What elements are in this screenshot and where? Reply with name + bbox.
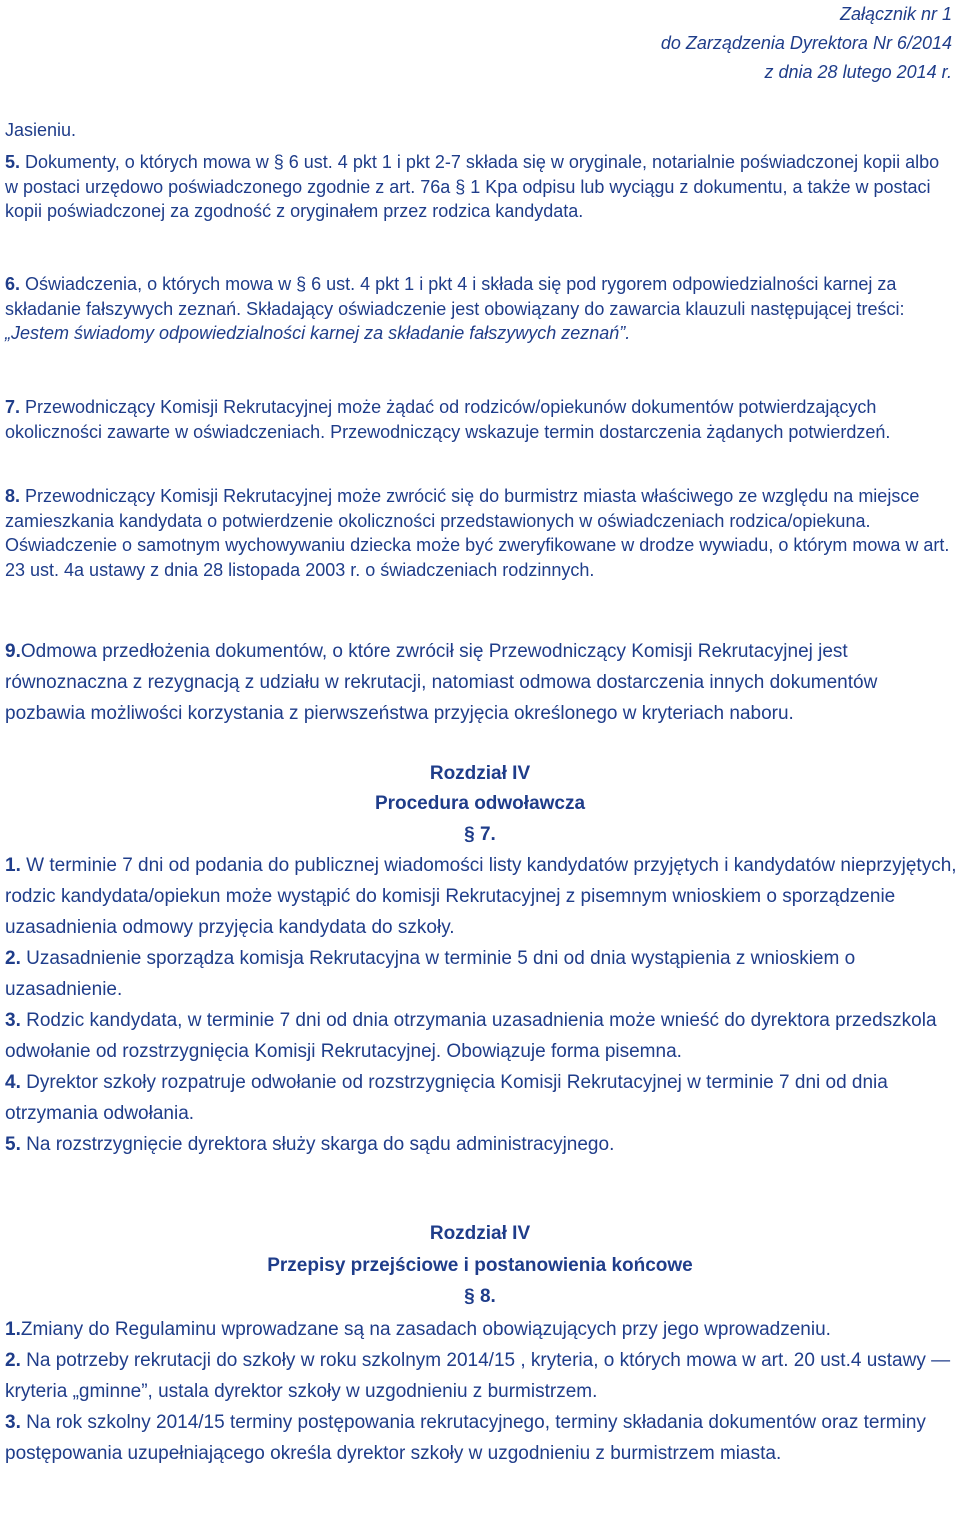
paragraph-8 (5, 484, 957, 582)
paragraph-number: 8. (5, 486, 21, 506)
paragraph-5 (5, 150, 957, 224)
item-text: Zmiany do Regulaminu wprowadzane są na zasadach obowiązujących przy jego wprowadzeniu. (20, 1319, 831, 1340)
item-text: Na rok szkolny 2014/15 terminy postępowania rekrutacyjnego, terminy składania dokumentów oraz terminy postępowania uzupełniającego określa dyrektor szkoły w uzgodnieniu z burmistrzem miasta. (5, 1412, 926, 1464)
item-number: 1. (5, 855, 21, 876)
item-number: 3. (5, 1010, 21, 1031)
item-number: 4. (5, 1072, 21, 1093)
paragraph-text: Odmowa przedłożenia dokumentów, o które zwrócił się Przewodniczący Komisji Rekrutacyjnej jest równoznaczna z rezygnacją z udziału w rekrutacji, natomiast odmowa dostarczenia innych dokumentów pozbawia możliwości korzystania z pierwszeństwa przyjęcia określonego w kryteriach naboru. (5, 641, 878, 724)
item-text: Rodzic kandydata, w terminie 7 dni od dnia otrzymania uzasadnienia może wnieść do dyrektora przedszkola odwołanie od rozstrzygnięcia Komisji Rekrutacyjnej. Obowiązuje forma pisemna. (5, 1010, 937, 1062)
paragraph-number: 6. (5, 274, 21, 294)
paragraph-6 (5, 272, 957, 346)
intro-text: Jasieniu. (5, 120, 77, 140)
chapter-title: Rozdział IV (429, 763, 531, 784)
paragraph-text: Dokumenty, o których mowa w § 6 ust. 4 pkt 1 i pkt 2-7 składa się w oryginale, notarialnie poświadczonej kopii albo w postaci urzędowo poświadczonego zgodnie z art. 76a § 1 Kpa odpisu lub wyciągu z dokumentu, a także w postaci kopii poświadczonej za zgodność z oryginałem przez rodzica kandydata. (5, 152, 940, 221)
item-text: Na rozstrzygnięcie dyrektora służy skarga do sądu administracyjnego. (20, 1134, 615, 1155)
paragraph-7 (5, 395, 957, 444)
chapter-subtitle: Przepisy przejściowe i postanowienia końcowe (267, 1255, 693, 1276)
item-text: Na potrzeby rekrutacji do szkoły w roku szkolnym 2014/15 , kryteria, o których mowa w art. 20 ust.4 ustawy — kryteria „gminne”, ustala dyrektor szkoły w uzgodnieniu z burmistrzem. (5, 1350, 951, 1402)
paragraph-number: 9. (5, 641, 21, 662)
paragraph-text: Przewodniczący Komisji Rekrutacyjnej może żądać od rodziców/opiekunów dokumentów potwierdzających okoliczności zawarte w oświadczeniach. Przewodniczący wskazuje termin dostarczenia żądanych potwierdzeń. (5, 397, 891, 442)
item-number: 2. (5, 948, 21, 969)
chapter-subtitle: Procedura odwoławcza (374, 793, 586, 814)
clause-quote: „Jestem świadomy odpowiedzialności karnej za składanie fałszywych zeznań”. (5, 323, 631, 343)
section-number: § 8. (464, 1286, 496, 1307)
item-text: Dyrektor szkoły rozpatruje odwołanie od rozstrzygnięcia Komisji Rekrutacyjnej w terminie 7 dni od dnia otrzymania odwołania. (5, 1072, 888, 1124)
item-text: Uzasadnienie sporządza komisja Rekrutacyjna w terminie 5 dni od dnia wystąpienia z wnioskiem o uzasadnienie. (5, 948, 856, 1000)
paragraph-number: 7. (5, 397, 21, 417)
item-number: 2. (5, 1350, 21, 1371)
paragraph-text: Przewodniczący Komisji Rekrutacyjnej może zwrócić się do burmistrz miasta właściwego ze względu na miejsce zamieszkania kandydata o potwierdzenie okoliczności przedstawionych w oświadczeniach rodzica/opiekuna. Oświadczenie o samotnym wychowywaniu dziecka może być zweryfikowane w drodze wywiadu, o którym mowa w art. 23 ust. 4a ustawy z dnia 28 listopada 2003 r. o świadczeniach rodzinnych. (5, 486, 950, 580)
item-text: W terminie 7 dni od podania do publicznej wiadomości listy kandydatów przyjętych i kandydatów nieprzyjętych, rodzic kandydata/opiekun może wystąpić do komisji Rekrutacyjnej z pisemnym wnioskiem o sporządzenie uzasadnienia odmowy przyjęcia kandydata do szkoły. (5, 855, 957, 938)
appeal-procedure-list (5, 850, 957, 1160)
paragraph-9 (5, 636, 957, 729)
regulation-date: z dnia 28 lutego 2014 r. (764, 62, 952, 82)
attachment-label: Załącznik nr 1 (839, 4, 952, 24)
paragraph-text: Oświadczenia, o których mowa w § 6 ust. 4 pkt 1 i pkt 4 i składa się pod rygorem odpowiedzialności karnej za składanie fałszywych zeznań. Składający oświadczenie jest obowiązany do zawarcia klauzuli następującej treści: (5, 274, 905, 319)
final-provisions-list (5, 1314, 957, 1469)
chapter-title: Rozdział IV (429, 1223, 531, 1244)
item-number: 1. (5, 1319, 21, 1340)
item-number: 3. (5, 1412, 21, 1433)
paragraph-number: 5. (5, 152, 21, 172)
regulation-reference: do Zarządzenia Dyrektora Nr 6/2014 (660, 33, 952, 53)
item-number: 5. (5, 1134, 21, 1155)
section-number: § 7. (464, 824, 496, 845)
